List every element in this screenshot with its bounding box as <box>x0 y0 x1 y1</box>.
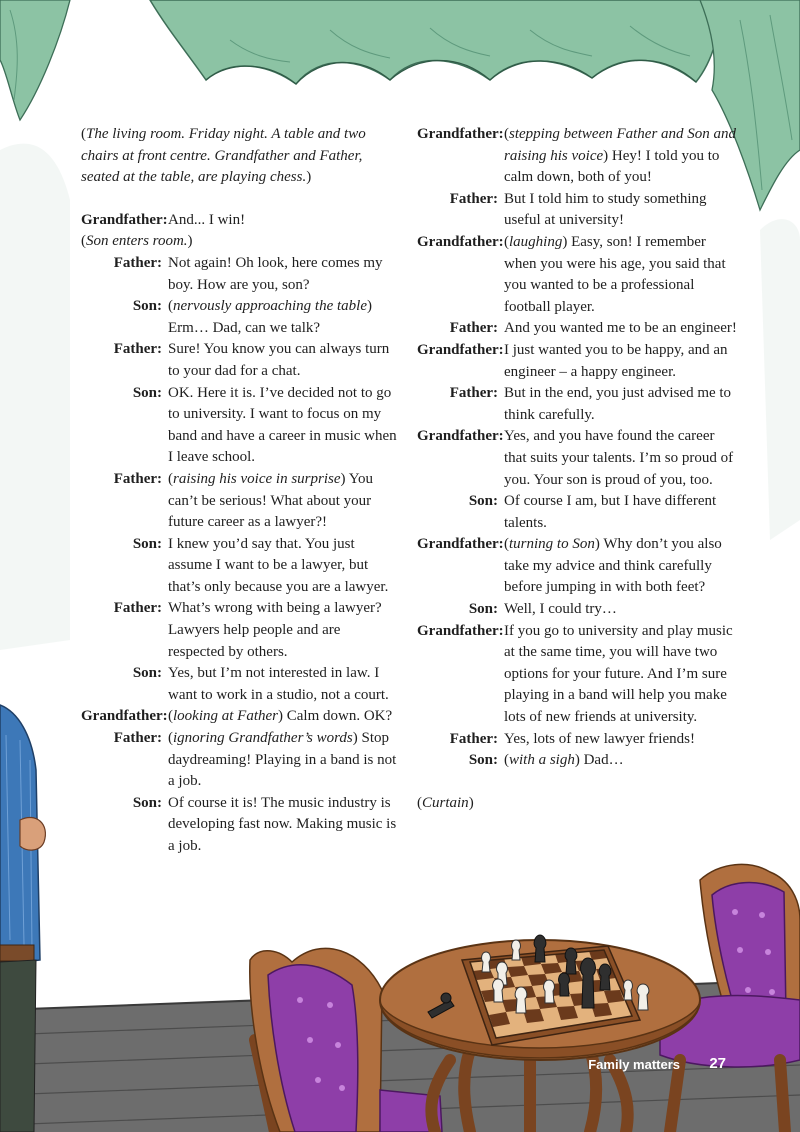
dialogue-text: ) Stop daydreaming! Playing in a band is not a job. <box>168 730 397 790</box>
dialogue-line <box>417 426 737 491</box>
speaker-name: Father: <box>449 320 498 337</box>
speaker-name: Father: <box>113 341 162 358</box>
stage-direction <box>81 124 399 189</box>
dialogue-body <box>504 232 737 318</box>
speaker-name: Grandfather: <box>417 428 504 445</box>
curtain-direction <box>417 793 737 815</box>
dialogue-text: ) You can’t be serious! What about your future career as a lawyer?! <box>168 470 374 531</box>
dialogue-body <box>168 296 399 339</box>
dialogue-line <box>417 599 737 621</box>
script-column-right <box>417 124 737 814</box>
dialogue-text: Of course it is! The music industry is developing fast now. Making music is a job. <box>168 794 397 854</box>
dialogue-text: ) Calm down. OK? <box>278 708 393 725</box>
stage-direction <box>81 231 399 253</box>
dialogue-body <box>168 706 399 728</box>
dialogue-line <box>81 339 399 382</box>
dialogue-text: ( <box>168 298 173 315</box>
dialogue-text: Yes, and you have found the career that suits your talents. I’m so proud of you. Your son is proud of you, too. <box>504 428 734 488</box>
dialogue-line <box>81 706 399 728</box>
stage-direction-text: raising his voice in surprise <box>173 470 341 487</box>
dialogue-text: ) Dad… <box>574 752 624 769</box>
script-column-left <box>81 124 399 858</box>
dialogue-body <box>168 339 399 382</box>
dialogue-line <box>81 210 399 232</box>
dialogue-body <box>504 491 737 534</box>
dialogue-text: And... I win! <box>168 211 246 228</box>
stage-direction-text: Son enters room. <box>86 233 188 250</box>
speaker-name: Grandfather: <box>81 211 168 228</box>
dialogue-text: ) Hey! I told you to calm down, both of you! <box>504 147 720 186</box>
dialogue-body <box>168 253 399 296</box>
spacer <box>81 189 399 210</box>
dialogue-line <box>417 189 737 232</box>
dialogue-text: And you wanted me to be an engineer! <box>504 320 737 337</box>
dialogue-body <box>504 340 737 383</box>
dialogue-text: OK. Here it is. I’ve decided not to go to university. I want to focus on my band and have a career in music when I leave school. <box>168 384 397 466</box>
dialogue-line <box>417 491 737 534</box>
dialogue-line <box>417 729 737 751</box>
speaker-name: Father: <box>449 385 498 402</box>
dialogue-body <box>504 318 737 340</box>
dialogue-text: ( <box>168 730 173 747</box>
dialogue-text: If you go to university and play music at the same time, you will have two options for your future. And I’m sure playing in a band will help you make lots of new friends at university. <box>504 622 733 726</box>
dialogue-body <box>168 728 399 793</box>
stage-direction-text: Curtain <box>422 794 469 811</box>
dialogue-text: Well, I could try… <box>504 601 617 618</box>
speaker-name: Son: <box>468 752 498 769</box>
dialogue-line <box>417 621 737 729</box>
dialogue-body <box>168 469 399 534</box>
stage-direction-text: The living room. Friday night. A table and two chairs at front centre. Grandfather and Father, seated at the table, are playing chess. <box>81 126 366 186</box>
dialogue-text: What’s wrong with being a lawyer? Lawyers help people and are respected by others. <box>168 600 382 660</box>
dialogue-body <box>504 750 737 772</box>
speaker-name: Son: <box>132 794 162 811</box>
dialogue-text: ( <box>504 233 509 250</box>
dialogue-text: ) Erm… Dad, can we talk? <box>168 298 372 336</box>
dialogue-body <box>504 621 737 729</box>
page-footer <box>560 1055 740 1075</box>
dialogue-line <box>417 340 737 383</box>
stage-direction-text: ignoring Grandfather’s words <box>173 730 353 747</box>
dialogue-line <box>417 383 737 426</box>
stage-direction-text: with a sigh <box>509 752 575 769</box>
dialogue-body <box>504 534 737 599</box>
dialogue-text: ( <box>168 708 173 725</box>
speaker-name: Father: <box>113 254 162 271</box>
dialogue-text: I just wanted you to be happy, and an engineer – a happy engineer. <box>504 341 728 380</box>
dialogue-text: ) Why don’t you also take my advice and think carefully before jumping in with both feet? <box>504 536 722 596</box>
dialogue-line <box>81 383 399 469</box>
dialogue-text: ( <box>504 752 509 769</box>
dialogue-line <box>81 534 399 599</box>
stage-direction-text: stepping between Father and Son and raising his voice <box>504 126 737 164</box>
stage-direction-text: turning to Son <box>509 536 595 553</box>
speaker-name: Grandfather: <box>417 536 504 553</box>
dialogue-text: But in the end, you just advised me to think carefully. <box>504 385 732 423</box>
dialogue-text: Of course I am, but I have different talents. <box>504 493 717 531</box>
dialogue-line <box>81 598 399 663</box>
dialogue-text: ( <box>168 470 173 487</box>
dialogue-line <box>81 728 399 793</box>
dialogue-body <box>504 189 737 232</box>
speaker-name: Son: <box>132 384 162 401</box>
speaker-name: Grandfather: <box>81 708 168 725</box>
speaker-name: Father: <box>449 190 498 207</box>
dialogue-text: ( <box>504 536 509 553</box>
dialogue-body <box>168 210 399 232</box>
dialogue-line <box>81 793 399 858</box>
dialogue-body <box>168 383 399 469</box>
dialogue-text: ( <box>81 233 86 250</box>
dialogue-text: ) <box>187 233 193 250</box>
speaker-name: Grandfather: <box>417 341 504 358</box>
dialogue-text: ( <box>504 126 509 142</box>
dialogue-line <box>417 124 737 189</box>
dialogue-text: ) <box>306 169 312 186</box>
speaker-name: Son: <box>132 535 162 552</box>
dialogue-line <box>81 296 399 339</box>
dialogue-text: ( <box>81 126 86 142</box>
dialogue-body <box>168 663 399 706</box>
dialogue-line <box>81 663 399 706</box>
dialogue-text: But I told him to study something useful at university! <box>504 190 707 229</box>
dialogue-body <box>168 793 399 858</box>
speaker-name: Father: <box>449 730 498 747</box>
dialogue-body <box>168 534 399 599</box>
dialogue-line <box>417 534 737 599</box>
dialogue-text: Yes, lots of new lawyer friends! <box>504 730 695 747</box>
speaker-name: Father: <box>113 470 162 487</box>
dialogue-line <box>81 469 399 534</box>
speaker-name: Grandfather: <box>417 126 504 142</box>
dialogue-line <box>417 318 737 340</box>
dialogue-line <box>417 750 737 772</box>
dialogue-text: Not again! Oh look, here comes my boy. How are you, son? <box>168 254 383 293</box>
speaker-name: Grandfather: <box>417 233 504 250</box>
dialogue-text: ( <box>417 794 422 811</box>
dialogue-text: Sure! You know you can always turn to your dad for a chat. <box>168 341 390 379</box>
dialogue-body <box>168 598 399 663</box>
stage-direction-text: looking at Father <box>173 708 278 725</box>
speaker-name: Son: <box>132 665 162 682</box>
speaker-name: Son: <box>132 298 162 315</box>
stage-direction-text: laughing <box>509 233 563 250</box>
dialogue-body <box>504 729 737 751</box>
dialogue-body <box>504 124 737 189</box>
dialogue-line <box>417 232 737 318</box>
dialogue-text: ) <box>468 794 474 811</box>
dialogue-body <box>504 426 737 491</box>
dialogue-text: I knew you’d say that. You just assume I want to be a lawyer, but that’s only because you are a lawyer. <box>168 535 389 595</box>
dialogue-line <box>81 253 399 296</box>
dialogue-text: ) Easy, son! I remember when you were his age, you said that you wanted to be a professional football player. <box>504 233 726 315</box>
speaker-name: Father: <box>113 600 162 617</box>
speaker-name: Grandfather: <box>417 622 504 639</box>
speaker-name: Father: <box>113 730 162 747</box>
speaker-name: Son: <box>468 493 498 510</box>
dialogue-body <box>504 383 737 426</box>
dialogue-body <box>504 599 737 621</box>
page-number: 27 <box>709 1055 726 1072</box>
speaker-name: Son: <box>468 601 498 618</box>
dialogue-text: Yes, but I’m not interested in law. I want to work in a studio, not a court. <box>168 665 389 703</box>
stage-direction-text: nervously approaching the table <box>173 298 367 315</box>
footer-section-title: Family matters <box>588 1057 680 1072</box>
